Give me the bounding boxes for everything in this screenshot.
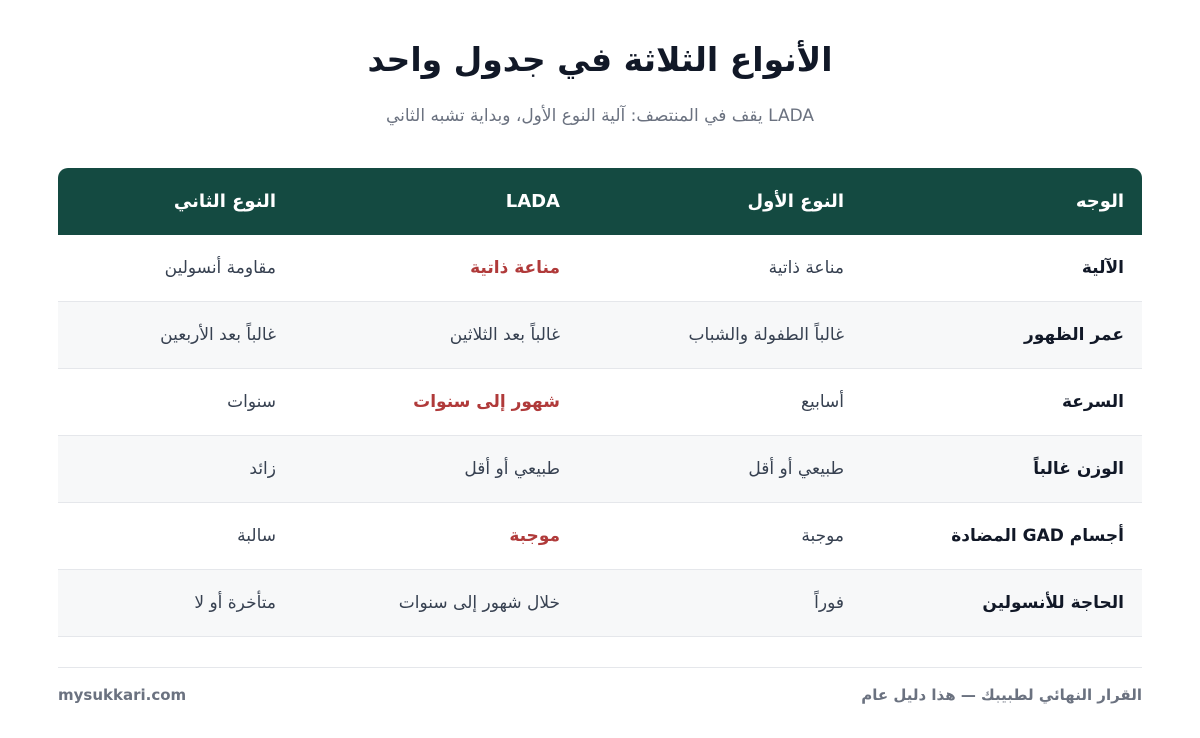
cell-type1: طبيعي أو أقل [748,459,844,479]
cell-aspect: الوزن غالباً [1033,459,1124,479]
column-header-lada: LADA [505,191,560,212]
cell-type2: زائد [249,459,276,479]
footer-site-link[interactable]: mysukkari.com [58,686,187,704]
cell-type2: مقاومة أنسولين [164,258,276,278]
cell-lada: مناعة ذاتية [470,258,560,278]
cell-type1: فوراً [814,593,844,613]
cell-lada: موجبة [509,526,560,546]
cell-aspect: أجسام GAD المضادة [951,526,1124,546]
table-row [58,570,1142,637]
comparison-table [58,168,1142,637]
cell-lada: شهور إلى سنوات [413,392,560,412]
cell-type1: مناعة ذاتية [768,258,844,278]
table-row [58,436,1142,503]
cell-type2: متأخرة أو لا [194,593,276,613]
cell-type1: موجبة [801,526,844,546]
table-header [58,168,1142,235]
cell-aspect: عمر الظهور [1024,325,1124,345]
cell-lada: طبيعي أو أقل [464,459,560,479]
cell-aspect: الآلية [1081,258,1124,278]
cell-type1: أسابيع [800,392,844,412]
page-subtitle: LADA يقف في المنتصف: آلية النوع الأول، وبداية تشبه الثاني [385,106,815,126]
table-row [58,503,1142,570]
cell-aspect: الحاجة للأنسولين [982,593,1124,613]
cell-aspect: السرعة [1061,392,1124,412]
cell-lada: خلال شهور إلى سنوات [398,593,560,613]
column-header-type1: النوع الأول [747,191,844,212]
cell-type2: سالبة [237,526,276,546]
column-header-type2: النوع الثاني [173,191,276,212]
cell-type2: سنوات [227,392,276,412]
table-row [58,369,1142,436]
cell-type1: غالباً الطفولة والشباب [688,325,844,345]
footer-divider [58,667,1142,668]
cell-lada: غالباً بعد الثلاثين [449,325,560,345]
table-row [58,302,1142,369]
page-title: الأنواع الثلاثة في جدول واحد [367,40,833,79]
column-header-aspect: الوجه [1075,191,1124,212]
table-row [58,235,1142,302]
footer-disclaimer: القرار النهائي لطبيبك — هذا دليل عام [861,686,1142,704]
cell-type2: غالباً بعد الأربعين [160,325,276,345]
